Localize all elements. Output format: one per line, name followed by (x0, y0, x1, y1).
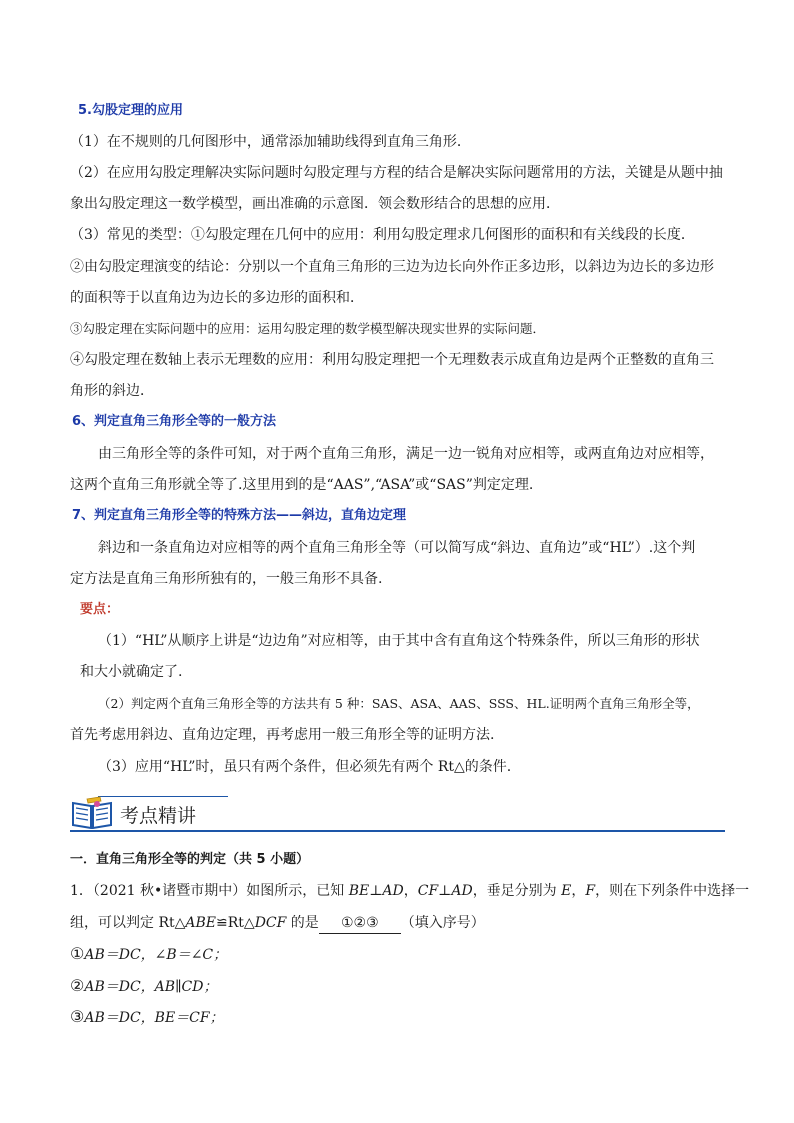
key-point-1b: 和大小就确定了. (80, 664, 183, 680)
q1-option-number: ① (70, 944, 85, 963)
q1-option-text: AB＝DC，BE＝CF； (84, 1010, 224, 1026)
banner-top-rule (98, 796, 228, 797)
q1-perp-symbol: ⊥ (438, 883, 452, 899)
q1-option-text: AB＝DC，∠B＝∠C； (84, 947, 228, 963)
key-point-2b: 首先考虑用斜边、直角边定理，再考虑用一般三角形全等的证明方法. (70, 727, 495, 743)
q1-text: ，则在下列条件中选择一 (595, 883, 750, 899)
s5-paragraph-6b: 角形的斜边． (70, 383, 154, 399)
s5-paragraph-3: （3）常见的类型：①勾股定理在几何中的应用：利用勾股定理求几何图形的面积和有关线段的长度． (70, 227, 695, 243)
q1-option-3 (70, 1007, 224, 1028)
q1-var-abe: ABE (185, 915, 217, 931)
q1-option-number: ③ (70, 1007, 85, 1026)
s5-paragraph-4b: 的面积等于以直角边为边长的多边形的面积和． (70, 290, 364, 306)
q1-text: （填入序号） (400, 915, 485, 931)
q1-line-2 (70, 913, 485, 934)
q1-line-1 (70, 881, 749, 901)
q1-var-ad: AD (382, 883, 404, 899)
part-1-title: 一．直角三角形全等的判定（共 5 小题） (70, 852, 310, 867)
q1-var-cf: CF (417, 883, 439, 899)
s5-paragraph-1: （1）在不规则的几何图形中，通常添加辅助线得到直角三角形． (70, 134, 471, 150)
q1-perp-symbol: ⊥ (369, 883, 383, 899)
q1-source: 1．（2021 秋•诸暨市期中）如图所示，已知 (70, 883, 349, 899)
s7-paragraph-1a: 斜边和一条直角边对应相等的两个直角三角形全等（可以简写成“斜边、直角边”或“HL”）.这个判 (98, 540, 696, 556)
open-book-icon (70, 795, 114, 829)
s6-paragraph-1b: 这两个直角三角形就全等了.这里用到的是“AAS”,“ASA”或“SAS”判定定理. (70, 477, 534, 493)
q1-var-be: BE (348, 883, 370, 899)
q1-option-1 (70, 944, 227, 965)
section-5-title: 5.勾股定理的应用 (78, 103, 183, 118)
banner-title: 考点精讲 (120, 805, 197, 827)
s5-paragraph-5: ③勾股定理在实际问题中的应用：运用勾股定理的数学模型解决现实世界的实际问题． (70, 321, 546, 336)
s5-paragraph-2a: （2）在应用勾股定理解决实际问题时勾股定理与方程的结合是解决实际问题常用的方法，关键是从题中抽 (70, 165, 723, 181)
q1-congruent-symbol: ≌Rt△ (216, 915, 255, 931)
q1-separator: ， (571, 883, 586, 899)
q1-text: 组，可以判定 Rt△ (70, 915, 186, 931)
q1-text: 的是 (286, 915, 319, 931)
q1-answer-blank[interactable]: ①②③ (319, 913, 401, 934)
q1-var-f: F (585, 883, 596, 899)
s6-paragraph-1a: 由三角形全等的条件可知，对于两个直角三角形，满足一边一锐角对应相等，或两直角边对应相等， (98, 446, 714, 462)
key-point-1a: （1）“HL”从顺序上讲是“边边角”对应相等，由于其中含有直角这个特殊条件，所以三角形的形状 (98, 633, 700, 649)
q1-var-dcf: DCF (254, 915, 287, 931)
q1-text: ，垂足分别为 (472, 883, 562, 899)
section-7-title: 7、判定直角三角形全等的特殊方法——斜边，直角边定理 (72, 508, 407, 523)
banner-rule (70, 830, 725, 832)
s7-paragraph-1b: 定方法是直角三角形所独有的，一般三角形不具备. (70, 571, 383, 587)
q1-option-text: AB＝DC，AB∥CD； (84, 979, 218, 995)
q1-var-e: E (561, 883, 572, 899)
section-banner (70, 790, 725, 836)
s5-paragraph-2b: 象出勾股定理这一数学模型，画出准确的示意图．领会数形结合的思想的应用． (70, 196, 560, 212)
s5-paragraph-4a: ②由勾股定理演变的结论：分别以一个直角三角形的三边为边长向外作正多边形，以斜边为边长的多边形 (70, 259, 714, 275)
q1-option-number: ② (70, 976, 85, 995)
key-points-label: 要点： (80, 602, 120, 617)
q1-option-2 (70, 976, 217, 997)
q1-separator: ， (403, 883, 418, 899)
section-6-title: 6、判定直角三角形全等的一般方法 (72, 414, 277, 429)
key-point-2a: （2）判定两个直角三角形全等的方法共有 5 种：SAS、ASA、AAS、SSS、HL.证明两个直角三角形全等， (98, 696, 700, 711)
key-point-3: （3）应用“HL”时，虽只有两个条件，但必须先有两个 Rt△的条件. (98, 759, 512, 775)
q1-var-ad: AD (451, 883, 473, 899)
s5-paragraph-6a: ④勾股定理在数轴上表示无理数的应用：利用勾股定理把一个无理数表示成直角边是两个正整数的直角三 (70, 352, 714, 368)
